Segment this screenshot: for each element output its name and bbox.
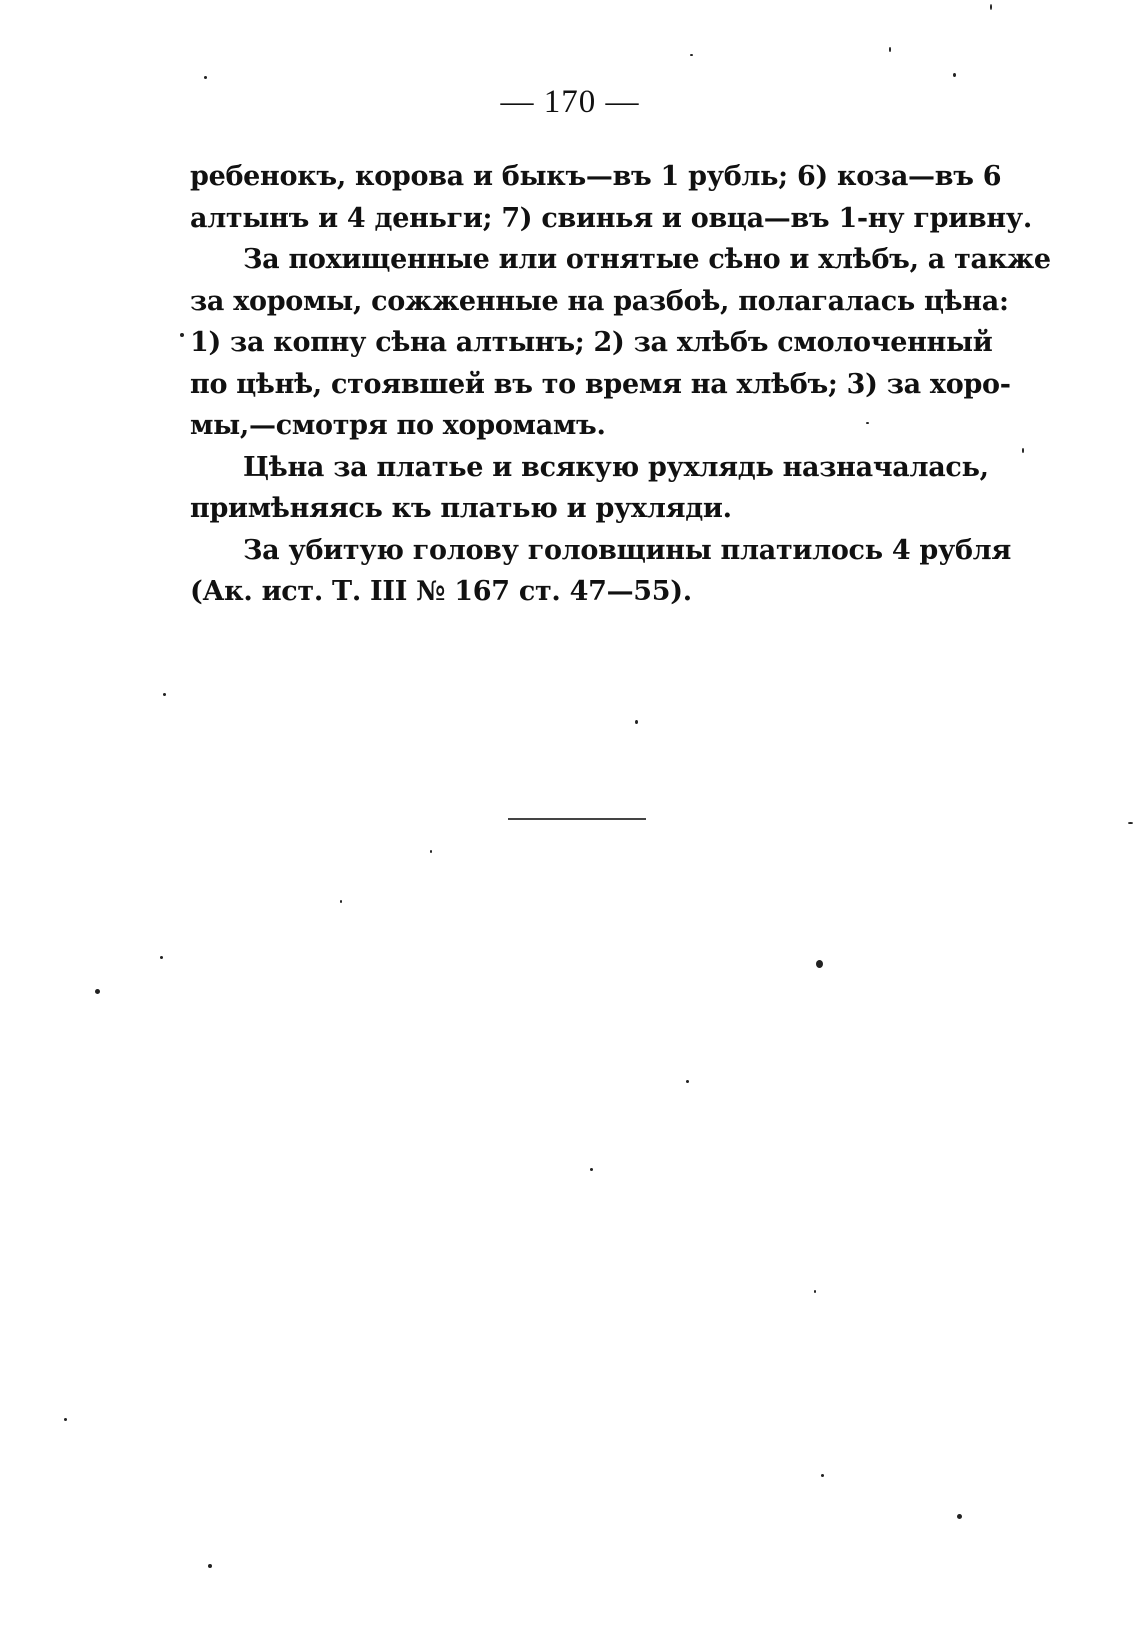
scan-speck bbox=[430, 850, 432, 853]
scan-speck bbox=[635, 720, 638, 724]
text-line: (Ак. ист. Т. III № 167 ст. 47—55). bbox=[190, 576, 692, 607]
scan-speck bbox=[686, 1080, 689, 1083]
page-number: — 170 — bbox=[500, 84, 640, 120]
text-line: 1) за копну сѣна алтынъ; 2) за хлѣбъ смолоченный bbox=[190, 327, 993, 358]
body-text bbox=[190, 156, 1051, 613]
scan-speck bbox=[690, 54, 693, 56]
scan-speck bbox=[889, 47, 891, 52]
section-separator-rule bbox=[508, 818, 646, 820]
paragraph-start-line: Цѣна за платье и всякую рухлядь назначалась, bbox=[243, 451, 989, 483]
text-line: алтынъ и 4 деньги; 7) свинья и овца—въ 1-ну гривну. bbox=[190, 202, 1032, 234]
scan-speck bbox=[208, 1564, 212, 1568]
paragraph-start-line: За похищенные или отнятые сѣно и хлѣбъ, а также bbox=[243, 244, 1051, 275]
scan-speck bbox=[866, 422, 869, 424]
scan-speck bbox=[180, 333, 184, 337]
scan-speck bbox=[1022, 448, 1024, 453]
text-line: по цѣнѣ, стоявшей въ то время на хлѣбъ; 3) за хоро- bbox=[190, 368, 1011, 400]
scan-speck bbox=[953, 73, 956, 77]
scan-speck bbox=[64, 1418, 67, 1421]
scan-speck bbox=[163, 693, 166, 696]
text-line: за хоромы, сожженные на разбоѣ, полагалась цѣна: bbox=[190, 285, 1009, 317]
scan-speck bbox=[160, 956, 163, 959]
scan-speck bbox=[814, 1290, 816, 1293]
scan-speck bbox=[821, 1474, 824, 1477]
scan-speck bbox=[590, 1168, 593, 1171]
scan-speck bbox=[204, 76, 207, 79]
scan-speck bbox=[340, 900, 342, 903]
text-line: примѣняясь къ платью и рухляди. bbox=[190, 493, 732, 524]
scan-speck bbox=[990, 4, 992, 10]
scan-speck bbox=[957, 1514, 962, 1519]
paragraph-start-line: За убитую голову головщины платилось 4 рубля bbox=[243, 534, 1012, 566]
text-line: ребенокъ, корова и быкъ—въ 1 рубль; 6) коза—въ 6 bbox=[190, 161, 1002, 192]
scan-speck bbox=[816, 960, 823, 968]
scan-speck bbox=[1128, 822, 1133, 824]
scan-speck bbox=[95, 989, 100, 994]
text-line: мы,—смотря по хоромамъ. bbox=[190, 410, 606, 441]
